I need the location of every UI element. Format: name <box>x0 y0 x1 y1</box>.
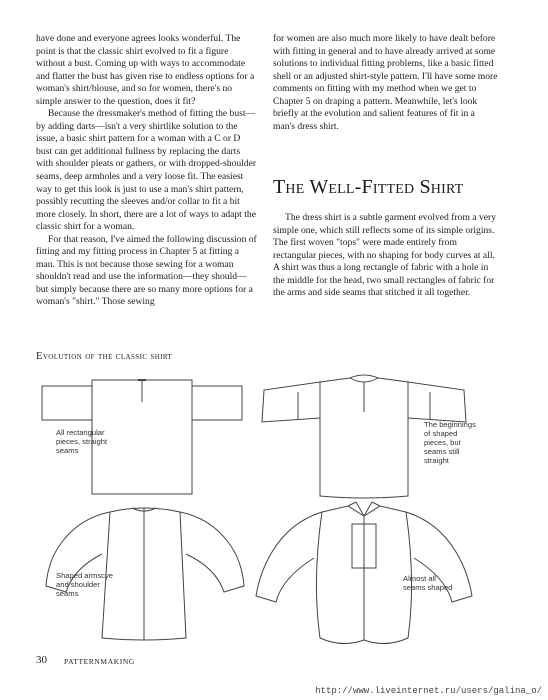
right-text-column <box>273 33 499 133</box>
shaped-shirt-label: The beginnings of shaped pieces, but seams still straight <box>424 420 476 465</box>
paragraph: The dress shirt is a subtle garment evolved from a very simple one, which still reflects some of its simple origins. The first woven "tops" were made entirely from rectangular pieces, with no shaping for body curves at all. A shirt was thus a long rectangle of fabric with a hole in the middle for the head, two small rectangles of fabric for the arms and side seams that stitched it all together. <box>273 212 497 299</box>
section-heading: The Well-Fitted Shirt <box>273 176 464 198</box>
paragraph: for women are also much more likely to have dealt before with fitting in general and to have already arrived at some solutions to individual fitting problems, like a basic fitted shell or an adjusted shirt-style pattern. I'll have some more comments on fitting with my method when we get to Chapter 5 on draping a pattern. Meanwhile, let's look briefly at the evolution and salient features of fit in a man's dress shirt. <box>273 33 498 132</box>
paragraph: Because the dressmaker's method of fitting the bust—by adding darts—isn't a very shirtlike solution to the issue, a basic shirt pattern for a woman with a C or D bust can get additional fullness by replacing the darts with shoulder pleats or gathers, or with dropped-shoulder seams, deep armholes and a very loose fit. The easiest way to get this look is just to use a man's shirt pattern, possibly recutting the sleeves and/or collar to fit a bit more closely. In short, there are a lot of ways to adapt the classic shirt for a woman. <box>36 108 257 233</box>
running-head: PATTERNMAKING <box>64 657 135 666</box>
dress-shirt-label: Almost all seams shaped <box>403 574 453 592</box>
page-number: 30 <box>36 654 47 666</box>
paragraph: For that reason, I've aimed the following discussion of fitting and my fitting process in Chapter 5 at fitting a man. This is not because those sewing for a woman shouldn't read and use the information—they should—but simply because there are so many more options for a woman's "shirt." Those sewing <box>36 233 257 308</box>
paragraph: have done and everyone agrees looks wonderful. The point is that the classic shirt evolved to fit a figure without a bust. Coming up with ways to accommodate and flatter the bust has given rise to endless options for a woman's shirt/blouse, and so for women, there's no simple answer to the question, does it fit? <box>36 33 255 107</box>
watermark-url: http://www.liveinternet.ru/users/galina_o/ <box>315 686 542 696</box>
section-body <box>273 212 499 300</box>
rectangular-shirt-label: All rectangular pieces, straight seams <box>56 428 108 455</box>
armscye-shirt-label: Shaped armscye and shoulder seams <box>56 571 113 598</box>
figure-caption: Evolution of the classic shirt <box>36 351 173 362</box>
left-text-column <box>36 33 258 309</box>
